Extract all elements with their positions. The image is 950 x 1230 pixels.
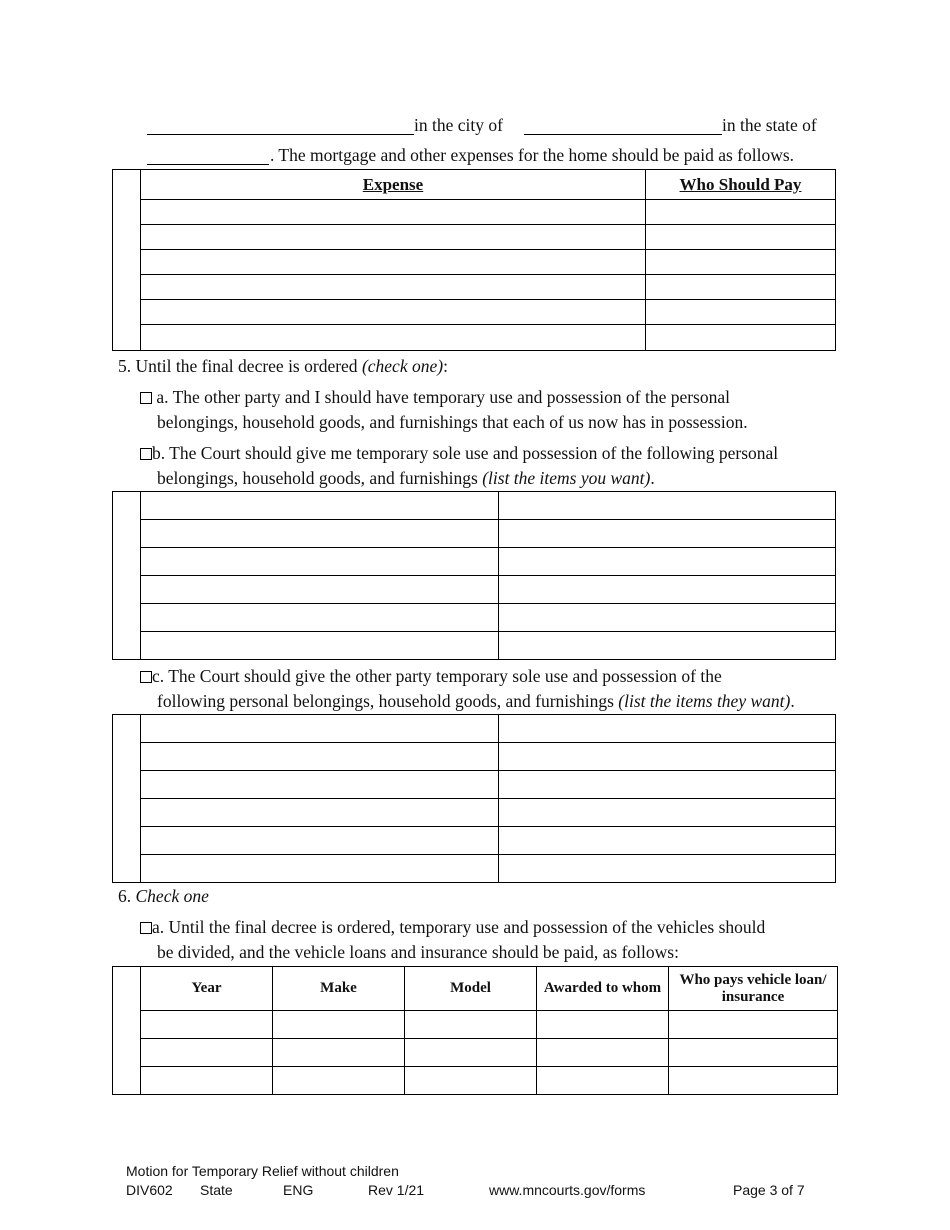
item-cell[interactable]: [141, 743, 499, 771]
item-cell[interactable]: [499, 548, 836, 576]
expense-table: [112, 169, 836, 351]
vehicle-make-cell[interactable]: [273, 1039, 405, 1067]
item-cell[interactable]: [141, 827, 499, 855]
vehicle-payer-cell[interactable]: [669, 1067, 838, 1095]
item-cell[interactable]: [499, 855, 836, 883]
item-cell[interactable]: [499, 827, 836, 855]
who-pays-cell[interactable]: [646, 200, 836, 225]
item-cell[interactable]: [141, 771, 499, 799]
item-cell[interactable]: [499, 520, 836, 548]
street-address-field[interactable]: [147, 134, 414, 135]
vehicle-make-cell[interactable]: [273, 1011, 405, 1039]
option-5c: c. The Court should give the other party temporary sole use and possession of the: [140, 664, 722, 688]
vehicle-payer-cell[interactable]: [669, 1011, 838, 1039]
checkbox-6a[interactable]: [140, 922, 152, 934]
footer-url[interactable]: www.mncourts.gov/forms: [489, 1182, 646, 1198]
vehicle-payer-cell[interactable]: [669, 1039, 838, 1067]
item-cell[interactable]: [499, 743, 836, 771]
expense-cell[interactable]: [141, 275, 646, 300]
option-6a: a. Until the final decree is ordered, temporary use and possession of the vehicles should: [140, 915, 765, 939]
expense-cell[interactable]: [141, 300, 646, 325]
who-pays-cell[interactable]: [646, 225, 836, 250]
item-cell[interactable]: [499, 492, 836, 520]
option-6a-line2: be divided, and the vehicle loans and insurance should be paid, as follows:: [157, 942, 679, 962]
item-cell[interactable]: [499, 715, 836, 743]
in-state-label: in the state of: [722, 115, 817, 135]
table-margin-cell: [113, 170, 141, 351]
vehicle-year-cell[interactable]: [141, 1039, 273, 1067]
who-should-pay-header: Who Should Pay: [646, 170, 836, 200]
table-margin-cell: [113, 492, 141, 660]
checkbox-5b[interactable]: [140, 448, 152, 460]
who-pays-cell[interactable]: [646, 325, 836, 351]
item-cell[interactable]: [141, 492, 499, 520]
who-pays-cell[interactable]: [646, 275, 836, 300]
footer-revision: Rev 1/21: [368, 1182, 425, 1198]
footer-jurisdiction: State: [200, 1182, 233, 1198]
vehicle-model-cell[interactable]: [405, 1067, 537, 1095]
item-cell[interactable]: [499, 771, 836, 799]
item-cell[interactable]: [141, 604, 499, 632]
item-cell[interactable]: [141, 632, 499, 660]
in-city-label: in the city of: [414, 115, 503, 135]
item-cell[interactable]: [499, 604, 836, 632]
item-5-intro: 5. Until the final decree is ordered (check one):: [118, 356, 448, 376]
item-cell[interactable]: [141, 520, 499, 548]
vehicle-awarded-cell[interactable]: [537, 1011, 669, 1039]
mortgage-sentence: . The mortgage and other expenses for the home should be paid as follows.: [270, 145, 795, 165]
year-header: Year: [141, 967, 273, 1011]
expense-cell[interactable]: [141, 250, 646, 275]
make-header: Make: [273, 967, 405, 1011]
item-cell[interactable]: [141, 855, 499, 883]
option-5c-line2: following personal belongings, household goods, and furnishings (list the items they want).: [157, 691, 795, 711]
model-header: Model: [405, 967, 537, 1011]
item-cell[interactable]: [141, 576, 499, 604]
vehicle-model-cell[interactable]: [405, 1039, 537, 1067]
checkbox-5c[interactable]: [140, 671, 152, 683]
table-margin-cell: [113, 967, 141, 1095]
option-5a: a. The other party and I should have temporary use and possession of the personal: [140, 385, 730, 409]
footer-page-number: Page 3 of 7: [733, 1182, 805, 1198]
who-pays-cell[interactable]: [646, 250, 836, 275]
item-cell[interactable]: [141, 715, 499, 743]
state-field[interactable]: [147, 164, 269, 165]
footer-form-id: DIV602: [126, 1182, 173, 1198]
vehicle-year-cell[interactable]: [141, 1011, 273, 1039]
items-table-other-party: [112, 714, 836, 883]
vehicle-make-cell[interactable]: [273, 1067, 405, 1095]
item-cell[interactable]: [499, 799, 836, 827]
item-cell[interactable]: [499, 632, 836, 660]
items-table-mine: [112, 491, 836, 660]
table-margin-cell: [113, 715, 141, 883]
awarded-to-header: Awarded to whom: [537, 967, 669, 1011]
vehicle-table: [112, 966, 838, 1095]
item-6-intro: 6. Check one: [118, 886, 209, 906]
who-pays-cell[interactable]: [646, 300, 836, 325]
vehicle-model-cell[interactable]: [405, 1011, 537, 1039]
vehicle-year-cell[interactable]: [141, 1067, 273, 1095]
option-5a-line2: belongings, household goods, and furnishings that each of us now has in possession.: [157, 412, 748, 432]
vehicle-awarded-cell[interactable]: [537, 1039, 669, 1067]
footer-language: ENG: [283, 1182, 314, 1198]
expense-header: Expense: [141, 170, 646, 200]
vehicle-awarded-cell[interactable]: [537, 1067, 669, 1095]
option-5b: b. The Court should give me temporary sole use and possession of the following personal: [140, 441, 778, 465]
item-cell[interactable]: [141, 799, 499, 827]
option-5b-line2: belongings, household goods, and furnishings (list the items you want).: [157, 468, 655, 488]
who-pays-loan-header: Who pays vehicle loan/ insurance: [669, 967, 838, 1011]
item-cell[interactable]: [499, 576, 836, 604]
checkbox-5a[interactable]: [140, 392, 152, 404]
expense-cell[interactable]: [141, 200, 646, 225]
footer-title: Motion for Temporary Relief without children: [126, 1163, 399, 1179]
city-field[interactable]: [524, 134, 722, 135]
expense-cell[interactable]: [141, 225, 646, 250]
item-cell[interactable]: [141, 548, 499, 576]
expense-cell[interactable]: [141, 325, 646, 351]
